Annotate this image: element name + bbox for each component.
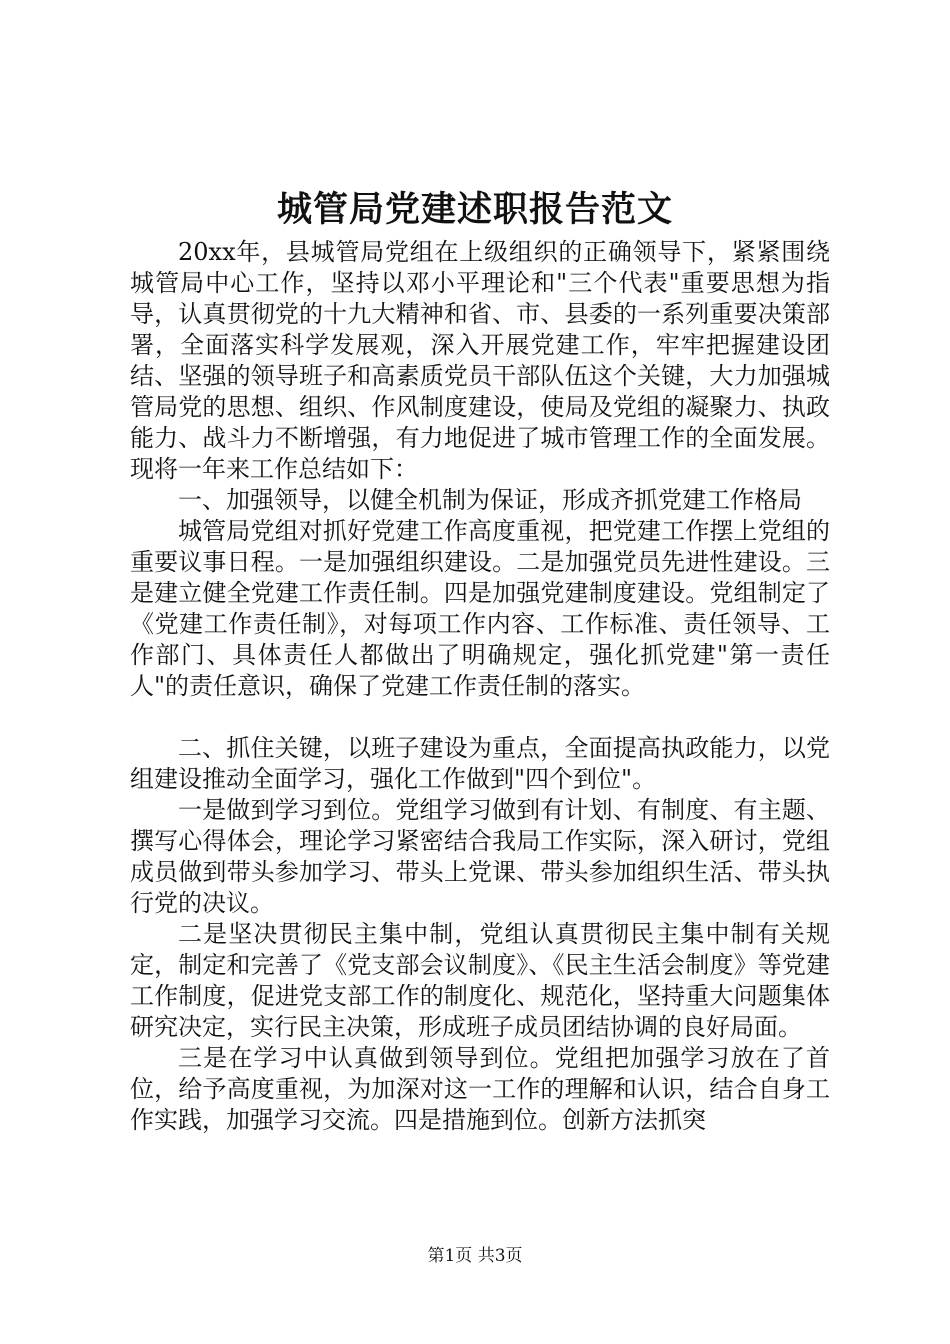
- page-number: 第1页 共3页: [427, 1246, 523, 1266]
- paragraph-study: 一是做到学习到位。党组学习做到有计划、有制度、有主题、撰写心得体会，理论学习紧密结合我局工作实际，深入研讨，党组成员做到带头参加学习、带头上党课、带头参加组织生活、带头执行党的决议。: [130, 796, 830, 917]
- document-title: 城管局党建述职报告范文: [276, 189, 673, 230]
- paragraph-heading-one: 一、加强领导，以健全机制为保证，形成齐抓党建工作格局: [178, 486, 802, 514]
- paragraph-democratic-centralism: 二是坚决贯彻民主集中制，党组认真贯彻民主集中制有关规定，制定和完善了《党支部会议制度》、《民主生活会制度》等党建工作制度，促进党支部工作的制度化、规范化，坚持重大问题集体研究决定，实行民主决策，形成班子成员团结协调的良好局面。: [130, 920, 830, 1041]
- paragraph-heading-two: 二、抓住关键，以班子建设为重点，全面提高执政能力，以党组建设推动全面学习，强化工作做到"四个到位"。: [130, 734, 830, 793]
- paragraph-leadership: 三是在学习中认真做到领导到位。党组把加强学习放在了首位，给予高度重视，为加深对这一工作的理解和认识，结合自身工作实践，加强学习交流。四是措施到位。创新方法抓突: [130, 1044, 830, 1134]
- paragraph-intro: 20xx年，县城管局党组在上级组织的正确领导下，紧紧围绕城管局中心工作，坚持以邓小平理论和"三个代表"重要思想为指导，认真贯彻党的十九大精神和省、市、县委的一系列重要决策部署，全面落实科学发展观，深入开展党建工作，牢牢把握建设团结、坚强的领导班子和高素质党员干部队伍这个关键，大力加强城管局党的思想、组织、作风制度建设，使局及党组的凝聚力、执政能力、战斗力不断增强，有力地促进了城市管理工作的全面发展。现将一年来工作总结如下：: [130, 238, 830, 483]
- paragraph-party-responsibility: 城管局党组对抓好党建工作高度重视，把党建工作摆上党组的重要议事日程。一是加强组织建设。二是加强党员先进性建设。三是建立健全党建工作责任制。四是加强党建制度建设。党组制定了《党建工作责任制》，对每项工作内容、工作标准、责任领导、工作部门、具体责任人都做出了明确规定，强化抓党建"第一责任人"的责任意识，确保了党建工作责任制的落实。: [130, 517, 830, 700]
- document-body: [130, 237, 830, 1136]
